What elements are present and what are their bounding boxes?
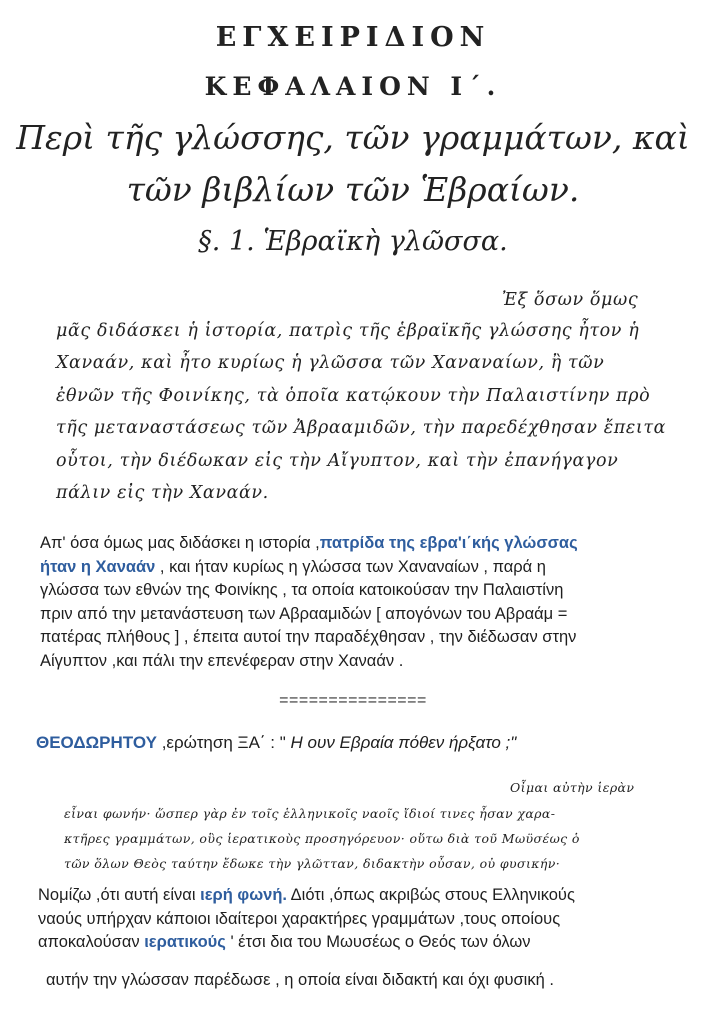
chapter-title: ΚΕΦΑΛΑΙΟΝ Ι΄.: [204, 72, 502, 101]
greek-line: πάλιν εἰς τὴν Χαναάν.: [56, 483, 269, 503]
separator: ===============: [279, 692, 427, 709]
greek-line: οὗτοι, τὴν διέδωκαν εἰς τὴν Αἴγυπτον, καὶ τὴν ἐπανήγαγον: [56, 451, 619, 471]
author-name: ΘΕΟΔΩΡΗΤΟΥ: [36, 733, 157, 752]
translation-line: [38, 884, 688, 908]
greek-line: μᾶς διδάσκει ἡ ἱστορία, πατρὶς τῆς ἑβραϊκῆς γλώσσης ἦτον ἡ: [56, 321, 640, 341]
translation-text: Απ' όσα όμως μας διδάσκει η ιστορία ,: [40, 534, 320, 552]
highlighted-phrase: ιερή φωνή.: [200, 886, 287, 904]
highlighted-phrase: ιερατικούς: [144, 933, 226, 951]
theodoret-question: [36, 733, 516, 753]
greek-excerpt-line: τῶν ὅλων Θεὸς ταύτην ἔδωκε τὴν γλῶτταν, διδακτὴν οὖσαν, οὐ φυσικήν·: [64, 856, 561, 871]
greek-excerpt-line: Οἶμαι αὐτὴν ἱερὰν: [510, 780, 635, 795]
greek-line: Ἐξ ὅσων ὅμως: [502, 290, 639, 310]
translation-line: αυτήν την γλώσσαν παρέδωσε , η οποία είναι διδακτή και όχι φυσική .: [46, 970, 554, 989]
translation-line: Αίγυπτον ,και πάλι την επενέφεραν στην Χαναάν .: [40, 651, 404, 670]
translation-text: Νομίζω ,ότι αυτή είναι: [38, 886, 201, 904]
highlighted-phrase: ήταν η Χαναάν: [40, 557, 156, 576]
translation-line: ναούς υπήρχαν κάποιοι ιδαίτεροι χαρακτήρες γραμμάτων ,τους οποίους: [38, 909, 561, 928]
question-quote: Η ουν Εβραία πόθεν ήρξατο ;": [290, 733, 517, 752]
translation-text: Διότι ,όπως ακριβώς στους Ελληνικούς: [286, 886, 575, 904]
translation-line: γλώσσα των εθνών της Φοινίκης , τα οποία κατοικούσαν την Παλαιστίνη: [40, 581, 564, 599]
greek-line: Χαναάν, καὶ ἦτο κυρίως ἡ γλῶσσα τῶν Χαναναίων, ἢ τῶν: [56, 353, 605, 373]
translation-paragraph-1: [40, 532, 680, 673]
chapter-subtitle-line-1: Περὶ τῆς γλώσσης, τῶν γραμμάτων, καὶ: [16, 118, 690, 157]
translation-text: , και ήταν κυρίως η γλώσσα των Χαναναίων , παρά η: [155, 557, 546, 576]
greek-excerpt-line: κτῆρες γραμμάτων, οὓς ἱερατικοὺς προσηγόρευον· οὕτω διὰ τοῦ Μωϋσέως ὁ: [64, 831, 580, 846]
page-title: ΕΓΧΕΙΡΙΔΙΟΝ: [215, 22, 491, 53]
translation-line: [38, 931, 688, 955]
greek-line: ἐθνῶν τῆς Φοινίκης, τὰ ὁποῖα κατῴκουν τὴν Παλαιστίνην πρὸ: [56, 386, 651, 406]
chapter-subtitle-line-2: τῶν βιβλίων τῶν Ἑβραίων.: [126, 170, 580, 209]
greek-excerpt-line: εἶναι φωνήν· ὥσπερ γὰρ ἐν τοῖς ἑλληνικοῖς ναοῖς ἴδιοί τινες ἦσαν χαρα-: [64, 806, 556, 821]
translation-line: [40, 556, 680, 580]
question-label: ,ερώτηση ΞΑ΄ : ": [156, 733, 291, 752]
section-heading: §. 1. Ἑβραϊκὴ γλῶσσα.: [198, 226, 508, 257]
translation-line: [40, 532, 680, 556]
translation-line: πατέρας πλήθους ] , έπειτα αυτοί την παραδέχθησαν , την διέδωσαν στην: [40, 628, 577, 646]
translation-line: πριν από την μετανάστευση των Αβρααμιδών [ απογόνων του Αβραάμ =: [40, 604, 568, 623]
translation-text: ' έτσι δια του Μωυσέως ο Θεός των όλων: [225, 933, 531, 951]
translation-paragraph-2: [38, 884, 688, 992]
greek-line: τῆς μεταναστάσεως τῶν Ἀβρααμιδῶν, τὴν παρεδέχθησαν ἔπειτα: [56, 418, 667, 438]
highlighted-phrase: πατρίδα της εβρα'ι΄κής γλώσσας: [319, 534, 578, 552]
translation-text: αποκαλούσαν: [38, 933, 145, 951]
